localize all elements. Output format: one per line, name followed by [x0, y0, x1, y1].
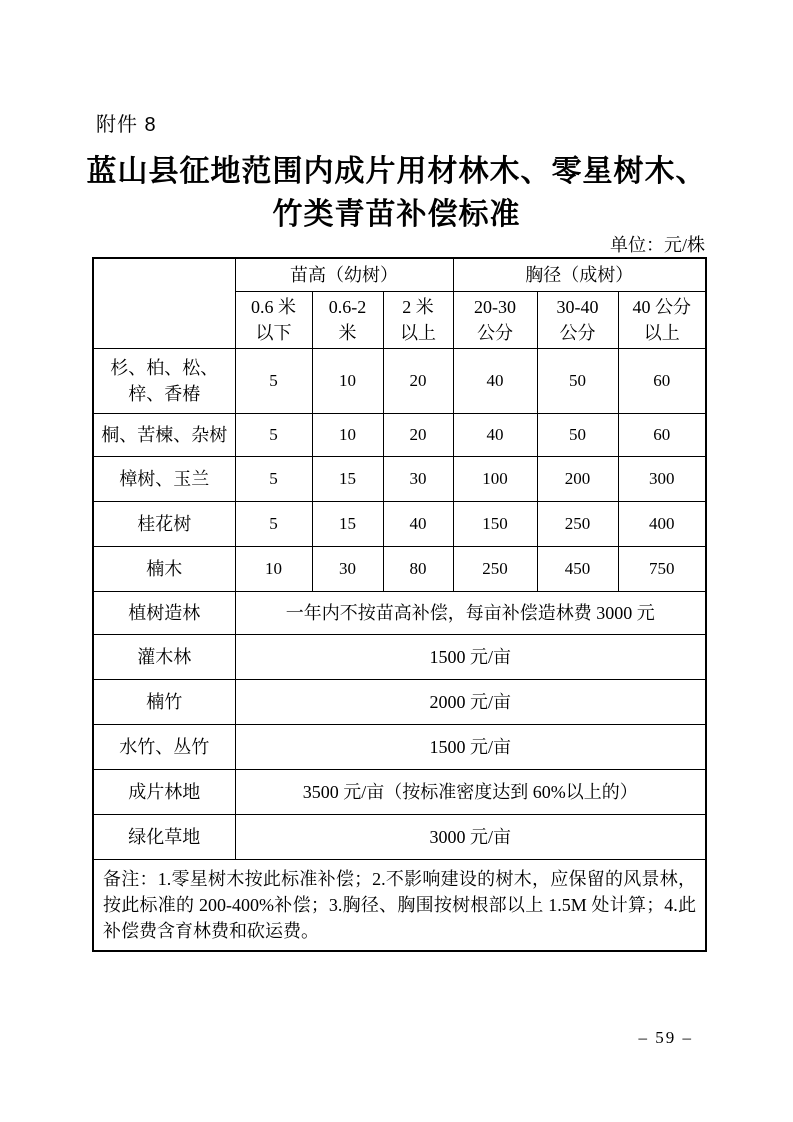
- category-row-green-grassland: [93, 814, 706, 859]
- tree-row-guihuashu: [93, 501, 706, 546]
- column-header-line: 以上: [643, 322, 680, 343]
- price-cell: 200: [537, 456, 618, 501]
- category-value-cell: 1500 元/亩: [235, 724, 706, 769]
- category-name-cell: 水竹、丛竹: [93, 724, 235, 769]
- category-value-cell: 一年内不按苗高补偿，每亩补偿造林费 3000 元: [235, 591, 706, 634]
- price-cell: 15: [312, 456, 383, 501]
- category-name-cell: 植树造林: [93, 591, 235, 634]
- price-cell: 50: [537, 348, 618, 413]
- compensation-table: [92, 257, 707, 952]
- category-row-nanzhu-bamboo: [93, 679, 706, 724]
- price-cell: 300: [618, 456, 706, 501]
- category-name-cell: 成片林地: [93, 769, 235, 814]
- column-header-30-40cm: [537, 291, 618, 348]
- tree-name-line: 杉、柏、松、: [110, 357, 219, 378]
- category-row-water-bamboo: [93, 724, 706, 769]
- column-header-over-2m: [383, 291, 453, 348]
- group-header-dbh: 胸径（成树）: [453, 258, 706, 291]
- column-header-line: 40 公分: [632, 296, 692, 317]
- tree-name-cell: 樟树、玉兰: [93, 456, 235, 501]
- tree-name-cell: 桂花树: [93, 501, 235, 546]
- price-cell: 20: [383, 348, 453, 413]
- document-title-line2: 竹类青苗补偿标准: [272, 198, 521, 231]
- column-header-20-30cm: [453, 291, 537, 348]
- price-cell: 40: [453, 348, 537, 413]
- price-cell: 5: [235, 456, 312, 501]
- column-header-line: 30-40: [556, 296, 599, 317]
- category-name-cell: 灌木林: [93, 634, 235, 679]
- price-cell: 750: [618, 546, 706, 591]
- price-cell: 15: [312, 501, 383, 546]
- tree-name-line: 梓、香椿: [128, 383, 201, 404]
- tree-name-cell: 楠木: [93, 546, 235, 591]
- column-header-line: 2 米: [402, 296, 434, 317]
- price-cell: 20: [383, 413, 453, 456]
- price-cell: 30: [312, 546, 383, 591]
- price-cell: 40: [383, 501, 453, 546]
- notes-cell: 备注：1.零星树木按此标准补偿；2.不影响建设的树木，应保留的风景林，按此标准的 200-400%补偿；3.胸径、胸围按树根部以上 1.5M 处计算；4.此补偿费含育林费和砍运费。: [93, 859, 706, 951]
- price-cell: 10: [312, 348, 383, 413]
- column-header-under-0-6m: [235, 291, 312, 348]
- price-cell: 60: [618, 413, 706, 456]
- category-value-cell: 1500 元/亩: [235, 634, 706, 679]
- column-header-line: 以上: [400, 322, 436, 343]
- tree-row-zhangshu-yulan: [93, 456, 706, 501]
- category-name-cell: 绿化草地: [93, 814, 235, 859]
- group-header-seedling-height: 苗高（幼树）: [235, 258, 453, 291]
- column-header-line: 0.6-2: [328, 296, 367, 317]
- price-cell: 40: [453, 413, 537, 456]
- notes-row: [93, 859, 706, 951]
- column-header-line: 以下: [255, 322, 292, 343]
- price-cell: 80: [383, 546, 453, 591]
- tree-name-cell: [93, 348, 235, 413]
- price-cell: 50: [537, 413, 618, 456]
- table-corner-cell: [93, 258, 235, 348]
- price-cell: 5: [235, 348, 312, 413]
- price-cell: 150: [453, 501, 537, 546]
- category-value-cell: 2000 元/亩: [235, 679, 706, 724]
- price-cell: 10: [312, 413, 383, 456]
- document-title-line1: 蓝山县征地范围内成片用材林木、零星树木、: [86, 155, 707, 188]
- unit-label: 单位：元/株: [609, 235, 705, 255]
- price-cell: 250: [453, 546, 537, 591]
- category-row-afforestation: [93, 591, 706, 634]
- column-header-0-6-2m: [312, 291, 383, 348]
- group-header-row: [93, 258, 706, 291]
- column-header-line: 0.6 米: [251, 296, 296, 317]
- tree-row-nanmu: [93, 546, 706, 591]
- page-number: – 59 –: [638, 1028, 693, 1047]
- tree-name-cell: 桐、苦楝、杂树: [93, 413, 235, 456]
- category-row-shrub-forest: [93, 634, 706, 679]
- price-cell: 30: [383, 456, 453, 501]
- tree-row-shan-bai-song: [93, 348, 706, 413]
- category-value-cell: 3500 元/亩（按标准密度达到 60%以上的）: [235, 769, 706, 814]
- price-cell: 5: [235, 501, 312, 546]
- price-cell: 400: [618, 501, 706, 546]
- column-header-over-40cm: [618, 291, 706, 348]
- category-value-cell: 3000 元/亩: [235, 814, 706, 859]
- tree-row-tong-kulian: [93, 413, 706, 456]
- column-header-line: 公分: [559, 322, 596, 343]
- price-cell: 60: [618, 348, 706, 413]
- price-cell: 100: [453, 456, 537, 501]
- document-title: [40, 150, 753, 236]
- column-header-line: 公分: [477, 322, 513, 343]
- price-cell: 10: [235, 546, 312, 591]
- price-cell: 5: [235, 413, 312, 456]
- category-name-cell: 楠竹: [93, 679, 235, 724]
- attachment-label: 附件 8: [96, 114, 157, 136]
- column-header-line: 米: [338, 322, 357, 343]
- category-row-contiguous-forest: [93, 769, 706, 814]
- price-cell: 250: [537, 501, 618, 546]
- price-cell: 450: [537, 546, 618, 591]
- column-header-line: 20-30: [474, 296, 516, 317]
